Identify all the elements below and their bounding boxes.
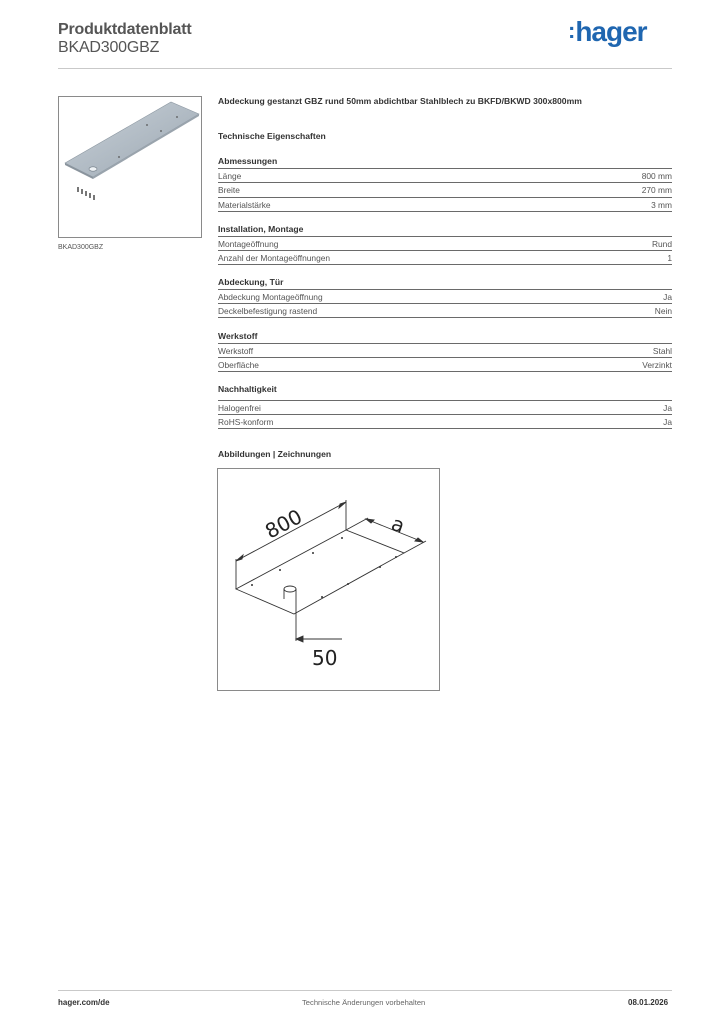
row-value: 270 mm [641, 184, 672, 195]
header-divider [58, 68, 672, 69]
section-title-material: Werkstoff [218, 331, 258, 341]
table-row [218, 343, 672, 357]
row-value: Ja [663, 402, 672, 413]
row-value: Stahl [652, 345, 672, 356]
row-label: RoHS-konform [218, 416, 274, 427]
technical-properties-heading: Technische Eigenschaften [218, 131, 326, 141]
row-value: 1 [667, 252, 672, 263]
row-label: Materialstärke [218, 199, 271, 210]
dimension-hole-label: 50 [312, 646, 338, 670]
row-value: Ja [663, 291, 672, 302]
row-label: Breite [218, 184, 240, 195]
product-image [58, 96, 202, 238]
table-row [218, 250, 672, 265]
footer-website: hager.com/de [58, 998, 110, 1007]
section-title-dimensions: Abmessungen [218, 156, 278, 166]
table-row [218, 168, 672, 182]
row-label: Halogenfrei [218, 402, 261, 413]
dimension-drawing [218, 469, 439, 690]
product-description: Abdeckung gestanzt GBZ rund 50mm abdichtbar Stahlblech zu BKFD/BKWD 300x800mm [218, 96, 582, 106]
footer-divider [58, 990, 672, 991]
row-label: Abdeckung Montageöffnung [218, 291, 323, 302]
table-row [218, 289, 672, 303]
dimension-length-label: 800 [261, 504, 307, 544]
row-label: Montageöffnung [218, 238, 279, 249]
table-row [218, 414, 672, 429]
table-row [218, 182, 672, 196]
section-title-installation: Installation, Montage [218, 224, 304, 234]
footer-note: Technische Änderungen vorbehalten [302, 998, 426, 1007]
row-label: Werkstoff [218, 345, 254, 356]
table-row [218, 303, 672, 318]
table-row [218, 357, 672, 372]
table-row [218, 197, 672, 212]
dimension-width-label: a [388, 511, 409, 538]
row-label: Deckelbefestigung rastend [218, 305, 318, 316]
row-label: Oberfläche [218, 359, 259, 370]
table-row [218, 400, 672, 414]
article-number: BKAD300GBZ [58, 39, 160, 56]
technical-drawing [217, 468, 440, 691]
row-label: Anzahl der Montageöffnungen [218, 252, 331, 263]
drawings-heading: Abbildungen | Zeichnungen [218, 449, 332, 459]
row-value: Verzinkt [642, 359, 672, 370]
row-value: Ja [663, 416, 672, 427]
cover-plate-illustration [59, 97, 201, 237]
section-title-cover-door: Abdeckung, Tür [218, 277, 284, 287]
row-value: Nein [654, 305, 672, 316]
logo-text: hager [575, 16, 647, 47]
table-row [218, 236, 672, 250]
product-image-caption: BKAD300GBZ [58, 244, 104, 251]
row-value: Rund [651, 238, 672, 249]
row-value: 800 mm [641, 170, 672, 181]
footer-date: 08.01.2026 [628, 998, 669, 1007]
document-title: Produktdatenblatt [58, 21, 192, 38]
row-label: Länge [218, 170, 242, 181]
logo-dots-icon: : [568, 18, 575, 43]
section-title-sustainability: Nachhaltigkeit [218, 384, 277, 394]
row-value: 3 mm [651, 199, 672, 210]
hager-logo [568, 16, 647, 48]
